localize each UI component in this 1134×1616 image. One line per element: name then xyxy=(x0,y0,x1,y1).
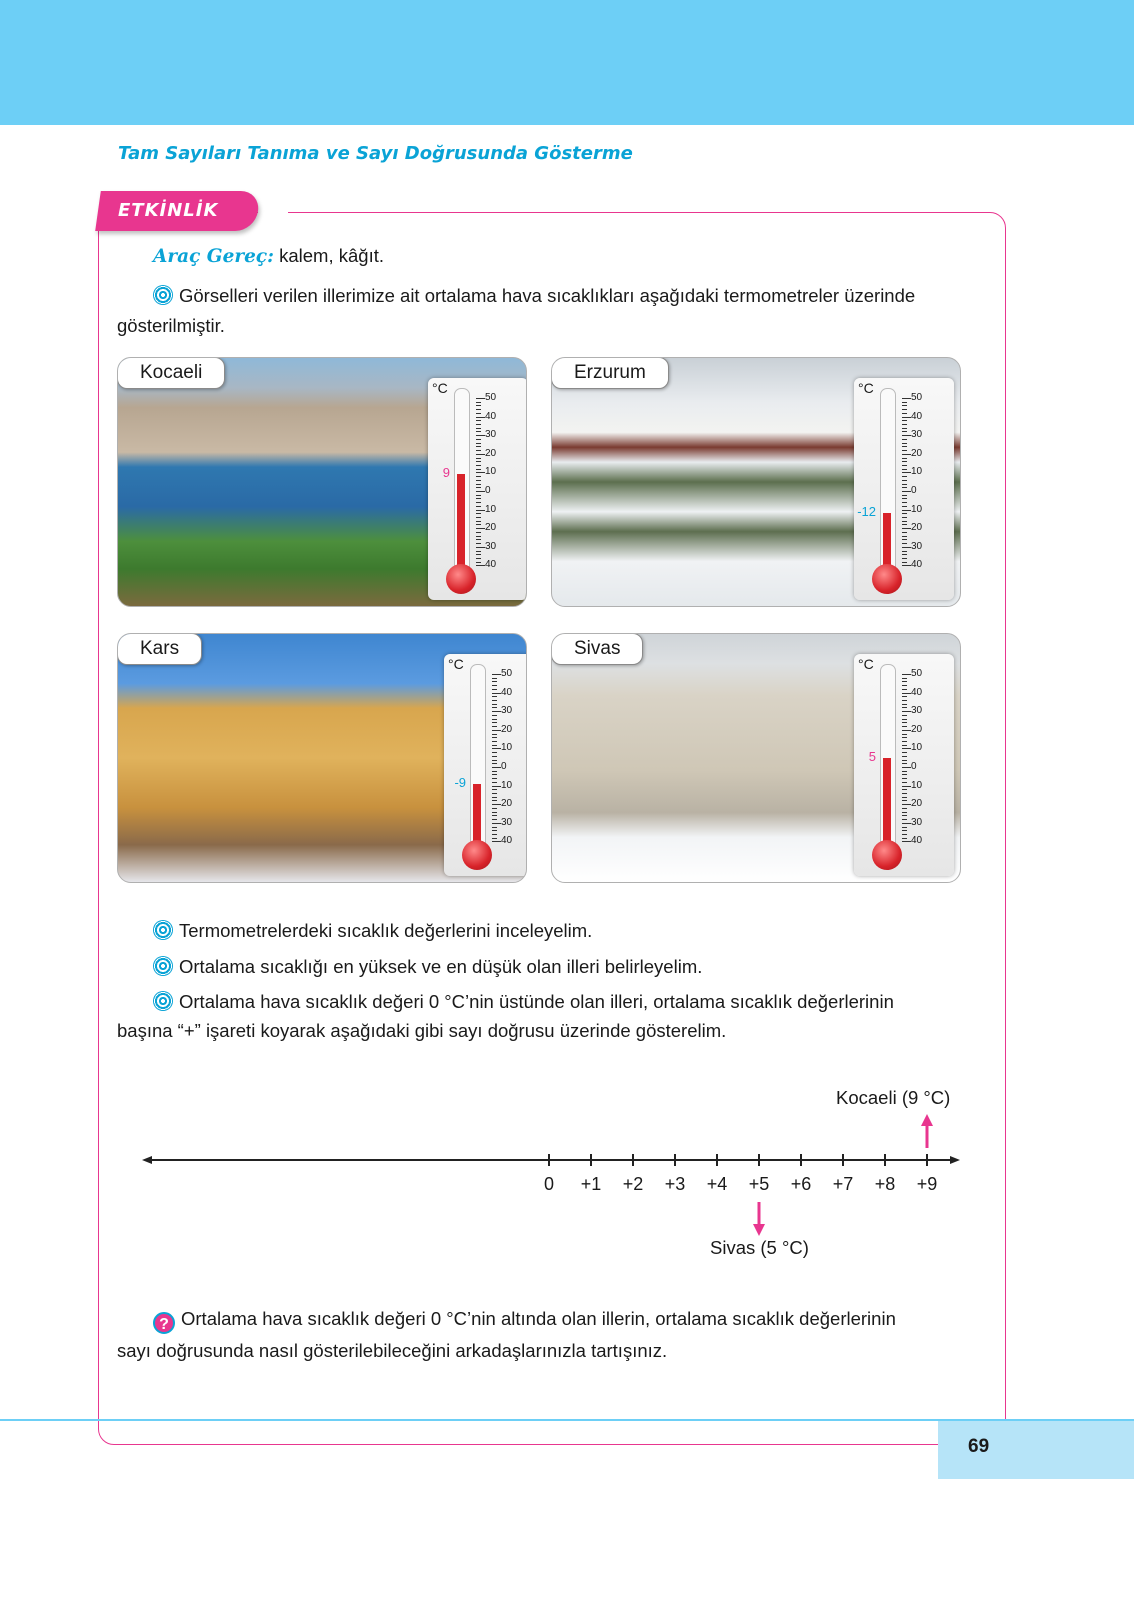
thermo-minor-tick xyxy=(476,524,481,525)
number-line-tick-label: +7 xyxy=(832,1174,854,1194)
down-arrow-icon xyxy=(753,1224,765,1236)
thermo-minor-tick xyxy=(902,536,907,537)
step-1-text: Termometrelerdeki sıcaklık değerlerini inceleyelim. xyxy=(179,920,593,941)
thermo-minor-tick xyxy=(476,521,481,522)
thermo-minor-tick xyxy=(492,834,497,835)
target-bullet-icon xyxy=(153,285,173,305)
thermo-major-tick xyxy=(492,767,501,768)
intro-line-2: gösterilmiştir. xyxy=(117,315,225,336)
thermo-tick-label: 30 xyxy=(485,429,497,441)
thermo-tick-label: 20 xyxy=(911,723,923,735)
thermo-minor-tick xyxy=(492,752,497,753)
thermo-minor-tick xyxy=(902,734,907,735)
thermo-tick-label: 40 xyxy=(911,686,923,698)
thermo-bulb xyxy=(446,564,476,594)
thermo-minor-tick xyxy=(902,484,907,485)
thermo-minor-tick xyxy=(902,715,907,716)
thermo-major-tick xyxy=(902,528,911,529)
city-label-kocaeli: Kocaeli xyxy=(117,357,225,389)
thermo-minor-tick xyxy=(476,487,481,488)
thermo-minor-tick xyxy=(476,458,481,459)
thermo-tick-label: 10 xyxy=(911,779,923,791)
thermo-minor-tick xyxy=(492,734,497,735)
number-line-tick-label: +6 xyxy=(790,1174,812,1194)
thermo-minor-tick xyxy=(476,439,481,440)
thermo-major-tick xyxy=(902,491,911,492)
thermo-major-tick xyxy=(902,417,911,418)
thermo-minor-tick xyxy=(492,778,497,779)
thermo-tick-label: 20 xyxy=(911,447,923,459)
number-line-top-label: Kocaeli (9 °C) xyxy=(836,1087,951,1108)
thermo-minor-tick xyxy=(902,737,907,738)
thermo-major-tick xyxy=(492,823,501,824)
thermo-minor-tick xyxy=(902,439,907,440)
thermo-minor-tick xyxy=(902,402,907,403)
thermo-minor-tick xyxy=(902,554,907,555)
thermo-tick-label: 10 xyxy=(501,742,513,754)
thermo-minor-tick xyxy=(492,827,497,828)
thermo-tick-label: 40 xyxy=(485,559,497,571)
step-3-text-1: Ortalama hava sıcaklık değeri 0 °C’nin üstünde olan illeri, ortalama sıcaklık değerlerinin xyxy=(179,991,894,1012)
number-line-tick-label: 0 xyxy=(543,1174,555,1194)
thermo-tick-label: 30 xyxy=(911,540,923,552)
thermo-bulb xyxy=(872,564,902,594)
thermo-minor-tick xyxy=(492,812,497,813)
number-line-tick-label: +8 xyxy=(874,1174,896,1194)
city-label-sivas: Sivas xyxy=(551,633,643,665)
thermo-minor-tick xyxy=(902,797,907,798)
thermo-minor-tick xyxy=(902,517,907,518)
thermo-major-tick xyxy=(902,547,911,548)
thermo-minor-tick xyxy=(492,745,497,746)
number-line xyxy=(0,1080,1134,1270)
thermo-minor-tick xyxy=(492,774,497,775)
thermo-minor-tick xyxy=(476,405,481,406)
thermo-minor-tick xyxy=(902,838,907,839)
thermometer-kars xyxy=(444,654,527,876)
thermo-minor-tick xyxy=(492,719,497,720)
thermo-major-tick xyxy=(492,674,501,675)
thermo-minor-tick xyxy=(476,476,481,477)
thermo-minor-tick xyxy=(902,726,907,727)
thermo-minor-tick xyxy=(492,830,497,831)
target-bullet-icon xyxy=(153,956,173,976)
thermo-tick-label: 0 xyxy=(911,485,917,496)
number-line-tick-label: +2 xyxy=(622,1174,644,1194)
thermo-minor-tick xyxy=(492,704,497,705)
materials-line xyxy=(153,240,384,273)
target-bullet-icon xyxy=(153,920,173,940)
thermo-tick-label: 10 xyxy=(911,466,923,478)
thermo-minor-tick xyxy=(476,498,481,499)
city-label-kars: Kars xyxy=(117,633,202,665)
thermo-minor-tick xyxy=(902,689,907,690)
thermo-major-tick xyxy=(476,435,485,436)
thermometer-sivas xyxy=(854,654,954,876)
thermo-minor-tick xyxy=(902,498,907,499)
right-arrowhead-icon xyxy=(950,1156,960,1164)
thermo-minor-tick xyxy=(902,428,907,429)
thermo-major-tick xyxy=(902,748,911,749)
thermo-unit: °C xyxy=(432,380,448,396)
thermo-fill xyxy=(457,474,465,573)
thermo-major-tick xyxy=(476,528,485,529)
thermo-major-tick xyxy=(476,454,485,455)
thermo-tick-label: 20 xyxy=(485,522,497,534)
thermo-minor-tick xyxy=(476,558,481,559)
thermo-tick-label: 20 xyxy=(501,798,513,810)
thermo-minor-tick xyxy=(902,539,907,540)
thermo-minor-tick xyxy=(492,771,497,772)
thermo-minor-tick xyxy=(902,476,907,477)
thermo-tick-label: 40 xyxy=(911,835,923,847)
thermo-tick-label: 40 xyxy=(501,686,513,698)
thermo-minor-tick xyxy=(902,495,907,496)
thermo-minor-tick xyxy=(902,719,907,720)
thermo-minor-tick xyxy=(902,678,907,679)
thermo-major-tick xyxy=(902,435,911,436)
question-line-2: sayı doğrusunda nasıl gösterilebileceğini arkadaşlarınızla tartışınız. xyxy=(117,1340,668,1361)
thermo-minor-tick xyxy=(476,513,481,514)
thermo-minor-tick xyxy=(476,446,481,447)
thermo-major-tick xyxy=(902,767,911,768)
thermo-minor-tick xyxy=(492,681,497,682)
thermo-major-tick xyxy=(902,711,911,712)
step-1 xyxy=(153,915,592,947)
thermo-tick-label: 10 xyxy=(485,466,497,478)
city-label-erzurum: Erzurum xyxy=(551,357,669,389)
thermo-minor-tick xyxy=(492,760,497,761)
target-bullet-icon xyxy=(153,991,173,1011)
thermo-minor-tick xyxy=(492,741,497,742)
page-number: 69 xyxy=(968,1436,990,1457)
thermo-unit: °C xyxy=(858,656,874,672)
activity-tab-label: ETKİNLİK xyxy=(118,200,219,221)
thermo-minor-tick xyxy=(902,413,907,414)
thermo-minor-tick xyxy=(902,562,907,563)
thermo-major-tick xyxy=(492,786,501,787)
question-icon: ? xyxy=(153,1312,175,1334)
thermo-tick-label: 10 xyxy=(911,742,923,754)
thermo-minor-tick xyxy=(902,789,907,790)
question-line-1 xyxy=(153,1303,896,1335)
step-3-line-1 xyxy=(153,986,894,1018)
thermo-minor-tick xyxy=(492,808,497,809)
thermo-minor-tick xyxy=(902,443,907,444)
thermo-major-tick xyxy=(902,674,911,675)
thermo-minor-tick xyxy=(902,524,907,525)
thermo-minor-tick xyxy=(476,450,481,451)
thermo-minor-tick xyxy=(476,554,481,555)
thermo-major-tick xyxy=(902,510,911,511)
thermo-major-tick xyxy=(476,417,485,418)
thermo-major-tick xyxy=(492,730,501,731)
thermo-major-tick xyxy=(476,510,485,511)
thermo-minor-tick xyxy=(476,465,481,466)
thermo-minor-tick xyxy=(492,726,497,727)
thermo-minor-tick xyxy=(902,543,907,544)
thermo-minor-tick xyxy=(476,539,481,540)
thermo-bulb xyxy=(872,840,902,870)
thermo-minor-tick xyxy=(902,431,907,432)
thermo-tick-label: 40 xyxy=(911,559,923,571)
thermo-minor-tick xyxy=(476,484,481,485)
thermo-minor-tick xyxy=(476,551,481,552)
number-line-tick-label: +3 xyxy=(664,1174,686,1194)
thermo-major-tick xyxy=(902,804,911,805)
thermo-minor-tick xyxy=(492,819,497,820)
thermo-tick-label: 10 xyxy=(485,503,497,515)
thermo-minor-tick xyxy=(492,756,497,757)
thermo-major-tick xyxy=(902,730,911,731)
thermo-major-tick xyxy=(476,565,485,566)
section-title: Tam Sayıları Tanıma ve Sayı Doğrusunda Gösterme xyxy=(118,143,633,164)
thermo-minor-tick xyxy=(476,420,481,421)
photo-sivas xyxy=(551,633,961,883)
materials-label: Araç Gereç: xyxy=(153,246,274,267)
thermo-minor-tick xyxy=(902,461,907,462)
up-arrow-icon xyxy=(921,1114,933,1126)
thermometer-kocaeli xyxy=(428,378,527,600)
thermo-minor-tick xyxy=(902,424,907,425)
thermo-tick-label: 40 xyxy=(485,410,497,422)
thermo-major-tick xyxy=(492,711,501,712)
thermo-minor-tick xyxy=(902,558,907,559)
thermo-minor-tick xyxy=(476,428,481,429)
thermo-minor-tick xyxy=(492,782,497,783)
thermo-minor-tick xyxy=(902,793,907,794)
thermo-major-tick xyxy=(476,472,485,473)
thermo-minor-tick xyxy=(902,834,907,835)
thermo-minor-tick xyxy=(492,722,497,723)
thermo-minor-tick xyxy=(476,431,481,432)
thermo-tick-label: 30 xyxy=(501,705,513,717)
thermo-minor-tick xyxy=(902,800,907,801)
thermo-minor-tick xyxy=(902,756,907,757)
thermo-tick-label: 20 xyxy=(911,522,923,534)
thermo-minor-tick xyxy=(902,465,907,466)
thermo-minor-tick xyxy=(902,745,907,746)
thermo-minor-tick xyxy=(492,685,497,686)
number-line-bottom-label: Sivas (5 °C) xyxy=(710,1237,809,1258)
question-text-1: Ortalama hava sıcaklık değeri 0 °C’nin altında olan illerin, ortalama sıcaklık değerlerinin xyxy=(181,1308,896,1329)
thermo-minor-tick xyxy=(902,830,907,831)
number-line-tick-label: +1 xyxy=(580,1174,602,1194)
thermo-minor-tick xyxy=(902,685,907,686)
thermo-minor-tick xyxy=(476,536,481,537)
thermo-major-tick xyxy=(902,398,911,399)
thermo-major-tick xyxy=(476,398,485,399)
thermo-major-tick xyxy=(492,804,501,805)
thermo-minor-tick xyxy=(902,722,907,723)
thermo-tick-label: 40 xyxy=(501,835,513,847)
thermo-minor-tick xyxy=(902,506,907,507)
step-2 xyxy=(153,951,702,983)
intro-line-1 xyxy=(153,280,915,312)
thermo-major-tick xyxy=(902,472,911,473)
number-line-tick-label: +5 xyxy=(748,1174,770,1194)
thermo-minor-tick xyxy=(902,502,907,503)
thermo-major-tick xyxy=(902,823,911,824)
thermo-tick-label: 40 xyxy=(911,410,923,422)
thermo-minor-tick xyxy=(902,532,907,533)
thermo-tick-label: 20 xyxy=(501,723,513,735)
thermo-tick-label: 20 xyxy=(485,447,497,459)
thermo-tick-label: 30 xyxy=(501,816,513,828)
thermo-major-tick xyxy=(902,841,911,842)
thermo-minor-tick xyxy=(902,741,907,742)
thermometer-erzurum xyxy=(854,378,954,600)
thermo-tick-label: 30 xyxy=(911,816,923,828)
thermo-minor-tick xyxy=(492,678,497,679)
thermo-minor-tick xyxy=(492,707,497,708)
thermo-major-tick xyxy=(902,565,911,566)
thermo-value-erzurum: -12 xyxy=(857,504,876,520)
thermo-minor-tick xyxy=(492,700,497,701)
photo-erzurum xyxy=(551,357,961,607)
thermo-minor-tick xyxy=(476,562,481,563)
thermo-minor-tick xyxy=(902,763,907,764)
thermo-minor-tick xyxy=(476,532,481,533)
step-3-line-2: başına “+” işareti koyarak aşağıdaki gibi sayı doğrusu üzerinde gösterelim. xyxy=(117,1020,727,1041)
thermo-minor-tick xyxy=(476,409,481,410)
thermo-tick-label: 0 xyxy=(911,761,917,772)
thermo-major-tick xyxy=(476,547,485,548)
thermo-major-tick xyxy=(492,748,501,749)
thermo-minor-tick xyxy=(902,458,907,459)
thermo-major-tick xyxy=(476,491,485,492)
thermo-minor-tick xyxy=(492,763,497,764)
thermo-minor-tick xyxy=(902,409,907,410)
thermo-minor-tick xyxy=(902,681,907,682)
thermo-minor-tick xyxy=(902,446,907,447)
number-line-tick-label: +4 xyxy=(706,1174,728,1194)
thermo-minor-tick xyxy=(902,487,907,488)
thermo-tick-label: 50 xyxy=(911,392,923,403)
thermo-minor-tick xyxy=(476,469,481,470)
thermo-minor-tick xyxy=(492,815,497,816)
thermo-tick-label: 30 xyxy=(485,540,497,552)
intro-text-1: Görselleri verilen illerimize ait ortalama hava sıcaklıkları aşağıdaki termometreler üzerinde xyxy=(179,285,916,306)
thermo-minor-tick xyxy=(902,405,907,406)
thermo-minor-tick xyxy=(476,402,481,403)
thermo-minor-tick xyxy=(902,513,907,514)
thermo-minor-tick xyxy=(902,480,907,481)
thermo-unit: °C xyxy=(448,656,464,672)
thermo-minor-tick xyxy=(492,689,497,690)
thermo-bulb xyxy=(462,840,492,870)
thermo-tick-label: 50 xyxy=(911,668,923,679)
thermo-minor-tick xyxy=(492,838,497,839)
thermo-minor-tick xyxy=(902,707,907,708)
thermo-minor-tick xyxy=(492,696,497,697)
thermo-minor-tick xyxy=(902,771,907,772)
thermo-minor-tick xyxy=(902,760,907,761)
thermo-minor-tick xyxy=(476,480,481,481)
thermo-minor-tick xyxy=(492,797,497,798)
thermo-tick-label: 0 xyxy=(501,761,507,772)
thermo-major-tick xyxy=(902,454,911,455)
thermo-tick-label: 0 xyxy=(485,485,491,496)
thermo-major-tick xyxy=(492,841,501,842)
thermo-tick-label: 10 xyxy=(911,503,923,515)
thermo-minor-tick xyxy=(902,450,907,451)
materials-text: kalem, kâğıt. xyxy=(273,245,384,266)
thermo-tick-label: 10 xyxy=(501,779,513,791)
thermo-minor-tick xyxy=(902,551,907,552)
thermo-minor-tick xyxy=(476,506,481,507)
thermo-minor-tick xyxy=(902,827,907,828)
step-2-text: Ortalama sıcaklığı en yüksek ve en düşük olan illeri belirleyelim. xyxy=(179,956,703,977)
thermo-minor-tick xyxy=(476,495,481,496)
thermo-minor-tick xyxy=(476,461,481,462)
thermo-minor-tick xyxy=(902,752,907,753)
thermo-minor-tick xyxy=(902,469,907,470)
thermo-minor-tick xyxy=(492,737,497,738)
thermo-value-kars: -9 xyxy=(454,774,466,790)
thermo-tick-label: 50 xyxy=(485,392,497,403)
thermo-minor-tick xyxy=(902,778,907,779)
thermo-minor-tick xyxy=(476,502,481,503)
photo-kocaeli xyxy=(117,357,527,607)
thermo-value-kocaeli: 9 xyxy=(442,465,450,481)
thermo-minor-tick xyxy=(492,793,497,794)
left-arrowhead-icon xyxy=(142,1156,152,1164)
thermo-value-sivas: 5 xyxy=(868,748,876,764)
thermo-minor-tick xyxy=(902,819,907,820)
thermo-minor-tick xyxy=(476,424,481,425)
thermo-minor-tick xyxy=(492,715,497,716)
thermo-minor-tick xyxy=(476,413,481,414)
thermo-minor-tick xyxy=(902,696,907,697)
number-line-tick-label: +9 xyxy=(916,1174,938,1194)
thermo-minor-tick xyxy=(902,774,907,775)
thermo-unit: °C xyxy=(858,380,874,396)
thermo-fill xyxy=(883,758,891,849)
thermo-minor-tick xyxy=(902,815,907,816)
thermo-minor-tick xyxy=(902,420,907,421)
thermo-tick-label: 50 xyxy=(501,668,513,679)
thermo-tick-label: 30 xyxy=(911,429,923,441)
thermo-minor-tick xyxy=(902,700,907,701)
thermo-minor-tick xyxy=(902,812,907,813)
thermo-minor-tick xyxy=(492,789,497,790)
thermo-major-tick xyxy=(902,786,911,787)
thermo-minor-tick xyxy=(492,800,497,801)
thermo-minor-tick xyxy=(902,704,907,705)
thermo-tick-label: 30 xyxy=(911,705,923,717)
thermo-minor-tick xyxy=(476,543,481,544)
thermo-minor-tick xyxy=(902,808,907,809)
photo-kars xyxy=(117,633,527,883)
thermo-major-tick xyxy=(492,693,501,694)
thermo-major-tick xyxy=(902,693,911,694)
thermo-minor-tick xyxy=(902,782,907,783)
thermo-minor-tick xyxy=(476,443,481,444)
tab-gap xyxy=(258,206,288,216)
thermo-minor-tick xyxy=(902,521,907,522)
thermo-tick-label: 20 xyxy=(911,798,923,810)
thermo-minor-tick xyxy=(476,517,481,518)
top-banner xyxy=(0,0,1134,125)
